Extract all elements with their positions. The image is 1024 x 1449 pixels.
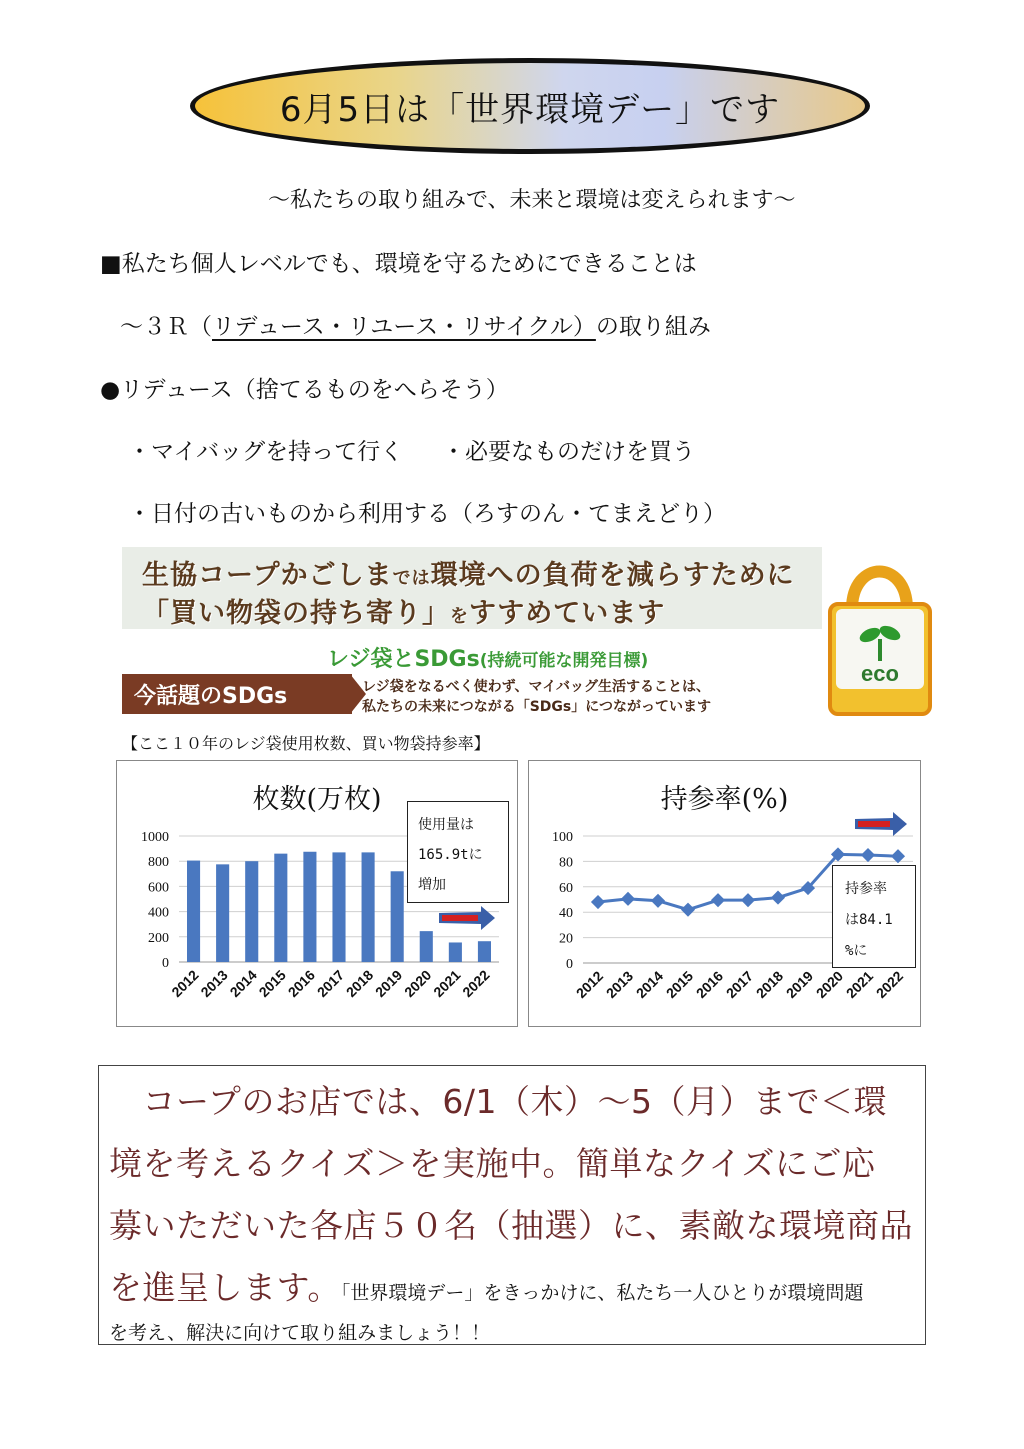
trend-arrow-stripe: [442, 915, 478, 921]
y-tick-label: 100: [552, 830, 573, 845]
banner-line2: [142, 591, 665, 630]
reduce-heading: ●リデュース（捨てるものをへらそう）: [100, 377, 509, 403]
x-tick-label: 2018: [752, 967, 787, 1002]
banner-line1: [142, 553, 795, 592]
carry-rate-note-1: 持参率: [845, 881, 887, 897]
bar: [303, 852, 316, 962]
tip-my-bag: ・マイバッグを持って行く: [128, 439, 404, 465]
x-tick-label: 2013: [197, 966, 231, 1001]
carry-rate-chart-title: 持参率(%): [660, 784, 789, 815]
tip-old-dates: ・日付の古いものから利用する（ろすのん・てまえどり）: [128, 501, 726, 527]
y-tick-label: 80: [559, 855, 573, 871]
x-tick-label: 2018: [342, 966, 377, 1001]
usage-chart-title: 枚数(万枚): [252, 784, 382, 815]
notice-line-4-small: 「世界環境デー」をきっかけに、私たち一人ひとりが環境問題: [340, 1282, 864, 1304]
tip-buy-needed: ・必要なものだけを買う: [442, 439, 695, 465]
bar: [420, 931, 433, 962]
sdg-title-a: レジ袋とSDGs: [327, 647, 480, 672]
subtitle: ～私たちの取り組みで、未来と環境は変えられます～: [268, 188, 796, 213]
x-tick-label: 2012: [168, 966, 202, 1001]
x-tick-label: 2013: [602, 967, 637, 1002]
x-tick-label: 2014: [632, 967, 667, 1002]
trend-arrow-stripe: [858, 821, 890, 827]
banner-line2-small: を: [450, 606, 469, 627]
coop-banner: [122, 547, 937, 719]
y-tick-label: 40: [559, 906, 573, 922]
x-tick-label: 2015: [662, 967, 697, 1002]
y-tick-label: 400: [148, 905, 169, 921]
bar: [274, 854, 287, 962]
trend-arrow-icon: [439, 906, 495, 930]
three-r-underlined: リデュース・リユース・リサイクル）: [212, 314, 596, 340]
bar: [362, 852, 375, 962]
sdg-desc-1: レジ袋をなるべく使わず、マイバッグ生活することは、: [362, 679, 710, 695]
carry-rate-chart: [528, 760, 921, 1027]
notice-line-4-big: を進呈します。: [109, 1268, 341, 1307]
x-tick-label: 2020: [812, 967, 847, 1002]
banner-line1-a: 生協コープかごしま: [142, 560, 393, 591]
y-tick-label: 0: [162, 956, 169, 971]
carry-rate-note: [832, 865, 916, 968]
sdg-title: [327, 642, 648, 673]
banner-line1-b: 環境への負荷を減らすために: [430, 560, 795, 591]
x-tick-label: 2019: [371, 966, 406, 1001]
x-tick-label: 2016: [692, 967, 727, 1002]
notice-line-3: 募いただいた各店５０名（抽選）に、素敵な環境商品: [109, 1206, 913, 1245]
bar: [332, 852, 345, 962]
trend-arrow-icon: [855, 812, 907, 836]
usage-note-2: 165.9tに: [418, 847, 483, 863]
title-banner: [190, 58, 870, 154]
carry-rate-note-2: は84.1: [845, 912, 893, 928]
x-tick-label: 2022: [872, 967, 907, 1002]
data-point: [681, 903, 695, 917]
usage-note: [407, 801, 509, 903]
notice-line-4: [109, 1262, 863, 1309]
eco-label: eco: [861, 661, 899, 686]
sdg-tag: 今話題のSDGs: [122, 674, 352, 714]
bar: [391, 871, 404, 962]
y-tick-label: 800: [148, 855, 169, 871]
data-point: [591, 895, 605, 909]
bar: [245, 861, 258, 962]
banner-line1-small: では: [392, 568, 431, 589]
x-tick-label: 2021: [842, 967, 877, 1002]
x-tick-label: 2014: [226, 966, 260, 1001]
sdg-desc-2: 私たちの未来につながる「SDGs」につながっています: [362, 699, 711, 715]
eco-bag-icon: [822, 549, 937, 719]
y-tick-label: 20: [559, 931, 573, 947]
data-point: [771, 891, 785, 905]
carry-rate-note-3: %に: [845, 943, 868, 959]
y-tick-label: 60: [559, 880, 573, 896]
x-tick-label: 2022: [459, 966, 493, 1001]
x-tick-label: 2020: [401, 966, 435, 1001]
usage-chart: [116, 760, 518, 1027]
usage-note-3: 増加: [418, 877, 446, 893]
y-tick-label: 0: [566, 957, 573, 972]
notice-line-5: を考え、解決に向けて取り組みましょう！！: [109, 1322, 491, 1344]
y-tick-label: 200: [148, 930, 169, 946]
x-tick-label: 2019: [782, 967, 817, 1002]
three-r-suffix: の取り組み: [595, 314, 711, 340]
quiz-notice: [98, 1065, 926, 1345]
x-tick-label: 2016: [284, 966, 319, 1001]
notice-line-2: 境を考えるクイズ＞を実施中。簡単なクイズにご応: [109, 1144, 876, 1183]
x-tick-label: 2017: [722, 967, 757, 1002]
data-point: [651, 894, 665, 908]
x-tick-label: 2017: [313, 966, 348, 1001]
x-tick-label: 2012: [572, 967, 607, 1002]
data-point: [741, 893, 755, 907]
banner-line2-b: すすめています: [469, 598, 666, 629]
y-tick-label: 600: [148, 880, 169, 896]
data-point: [621, 892, 635, 906]
bar: [216, 864, 229, 962]
section-heading: ■私たち個人レベルでも、環境を守るためにできることは: [100, 251, 697, 277]
data-point: [711, 893, 725, 907]
data-point: [861, 848, 875, 862]
bar: [478, 941, 491, 962]
bar: [187, 861, 200, 962]
y-tick-label: 1000: [141, 830, 169, 845]
x-tick-label: 2021: [430, 966, 464, 1001]
three-r-line: [120, 308, 711, 341]
banner-line2-a: 「買い物袋の持ち寄り」: [142, 598, 450, 629]
bar: [449, 942, 462, 962]
three-r-prefix: ～３Ｒ（: [120, 314, 212, 340]
chart-caption: 【ここ１０年のレジ袋使用枚数、買い物袋持参率】: [122, 734, 490, 753]
x-tick-label: 2015: [255, 966, 289, 1001]
notice-line-1: コープのお店では、6/1（木）～5（月）まで＜環: [109, 1082, 887, 1121]
page-title: 6月5日は「世界環境デー」です: [279, 89, 781, 130]
usage-note-1: 使用量は: [418, 817, 474, 833]
sdg-title-b: (持続可能な開発目標): [479, 651, 649, 671]
